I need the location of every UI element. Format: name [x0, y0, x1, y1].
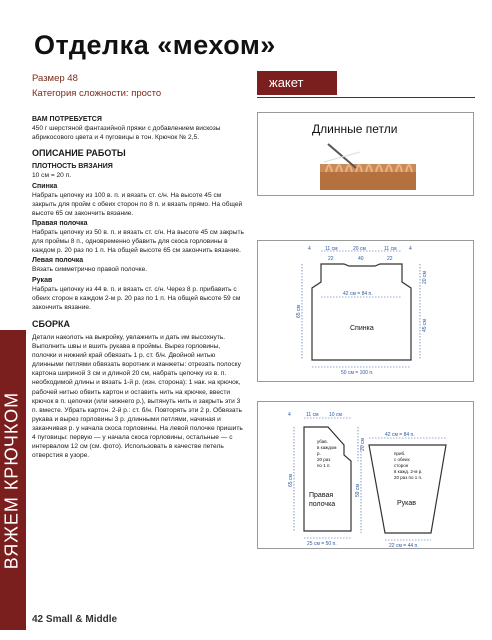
size-label: Размер 48 [32, 73, 78, 84]
needs-text: 450 г шерстяной фантазийной пряжи с добавлением вискозы абрикосового цвета и 4 пуговицы в тон. Крючок № 2,5. [32, 125, 221, 142]
assembly-text: Детали наколоть на выкройку, увлажнить и дать им высохнуть. Выполнить швы и вшить рукава в проймы. Вырез горловины, полочки и нижний край обвязать 1 р. ст. б/н. Двойной нитью длинными петлями обвязать воротник и манжеты: отрезать полоску картона шириной 3 см и длиной 20 см, набрать цепочку из в. п. необходимой длины и вязать 1-й р. (изн. сторона): 1 нак. на крючок, рабочей нитью обвить картон и оставить нить на крючке, ввести крючок в п. цепочки (или нижнего р.), вытянуть нить и закрыть эти 3 п. вместе. Убрать картон. 2-й р.: ст. б/н. Повторять эти 2 р. Обвязать рукава и вырез горловины 3 р. длинными петлями, начиная и заканчивая р. у начала скоса горловины. На левой полочке пришить 4 пуговицы: первую — у начала скоса горловины, остальные — с интервалом 12 см (см. фото). Использовать в качестве петель отверстия в узоре. [32, 333, 243, 460]
left-front-heading: Левая полочка [32, 257, 84, 265]
front-note-1: в каждом [317, 445, 337, 450]
back-armhole-label: 20 см [422, 271, 428, 284]
page-footer [32, 614, 117, 625]
sleeve-note-4: 20 раз по 1 п. [394, 475, 423, 480]
back-body-height-label: 45 см [422, 319, 428, 332]
sleeve-top-label: 42 см = 84 п. [385, 432, 415, 438]
sleeve-note-1: с обеих [394, 457, 410, 462]
back-top-sub-0: 22 [328, 256, 334, 262]
assembly-heading: СБОРКА [32, 318, 70, 329]
sleeve-height-label: 59 см [355, 484, 361, 497]
back-top-sub-1: 40 [358, 256, 364, 262]
front-top-dim-1: 11 см [306, 412, 319, 418]
front-note-3: 20 раз [317, 457, 331, 462]
right-front-heading: Правая полочка [32, 219, 88, 227]
category-badge: жакет [257, 71, 337, 95]
back-pattern-diagram [257, 240, 474, 382]
density-heading: ПЛОТНОСТЬ ВЯЗАНИЯ [32, 163, 113, 171]
left-front-text: Вязать симметрично правой полочке. [32, 266, 148, 274]
difficulty-label: Категория сложности: просто [32, 88, 162, 99]
sleeve-note-0: приб. [394, 451, 406, 456]
spine-label: ВЯЖЕМ КРЮЧКОМ [1, 391, 22, 570]
page-title: Отделка «мехом» [34, 30, 276, 60]
front-top-dim-2: 10 см [329, 412, 342, 418]
back-top-dim-1: 11 см [325, 246, 338, 252]
photo-label: Длинные петли [312, 122, 398, 136]
back-text: Набрать цепочку из 100 в. п. и вязать ст. с/н. На высоте 45 см закрыть для пройм с обеих сторон по 8 п. и вязать прямо. На общей высоте 65 см закончить вязание. [32, 191, 243, 217]
front-note-0: убав. [317, 439, 328, 444]
back-width-label: 42 см = 84 п. [343, 291, 373, 297]
front-bottom-label: 25 см = 50 п. [307, 541, 337, 547]
magazine-name: Small & Middle [45, 614, 118, 625]
front-height-label: 65 см [288, 474, 294, 487]
header-rule [257, 97, 475, 98]
back-heading: Спинка [32, 182, 58, 190]
back-height-label: 65 см [296, 305, 302, 318]
sleeve-note-2: сторон [394, 463, 409, 468]
sleeve-piece-label: Рукав [397, 500, 416, 507]
front-sleeve-diagram [257, 401, 474, 549]
needs-heading: ВАМ ПОТРЕБУЕТСЯ [32, 116, 102, 123]
back-piece-label: Спинка [350, 325, 374, 332]
front-note-2: р. [317, 451, 321, 456]
page-number: 42 [32, 614, 44, 625]
instructions-column [32, 114, 246, 460]
front-top-dim-0: 4 [288, 412, 291, 418]
work-heading: ОПИСАНИЕ РАБОТЫ [32, 148, 126, 159]
sleeve-note-3: в кажд. 2-м р. [394, 469, 423, 474]
sleeve-text: Набрать цепочку из 44 в. п. и вязать ст. с/н. Через 8 р. прибавить с обеих сторон в каждом 2-м р. 20 раз по 1 п. На общей высоте 59 см закончить вязание. [32, 285, 241, 311]
front-piece-label-2: полочка [309, 501, 336, 508]
back-top-sub-2: 22 [387, 256, 393, 262]
front-piece-label-1: Правая [309, 492, 334, 499]
back-top-dim-0: 4 [308, 246, 311, 252]
sleeve-bottom-label: 22 см = 44 п. [389, 543, 419, 549]
density-text: 10 см = 20 п. [32, 172, 72, 180]
front-armhole-label: 20 см [360, 438, 366, 451]
sleeve-heading: Рукав [32, 276, 53, 284]
back-top-dim-3: 11 см [384, 246, 397, 252]
back-top-dim-2: 20 см [353, 246, 366, 252]
front-note-4: по 1 п. [317, 463, 331, 468]
back-top-dim-4: 4 [409, 246, 412, 252]
long-loops-photo [320, 142, 420, 192]
right-front-text: Набрать цепочку из 50 в. п. и вязать ст. с/н. На высоте 45 см закрыть для проймы 8 п., одновременно убавить для скоса горловины в каждом р. 20 раз по 1 п. На общей высоте 65 см закончить вязание. [32, 229, 244, 255]
back-bottom-label: 50 см = 100 п. [341, 370, 374, 376]
